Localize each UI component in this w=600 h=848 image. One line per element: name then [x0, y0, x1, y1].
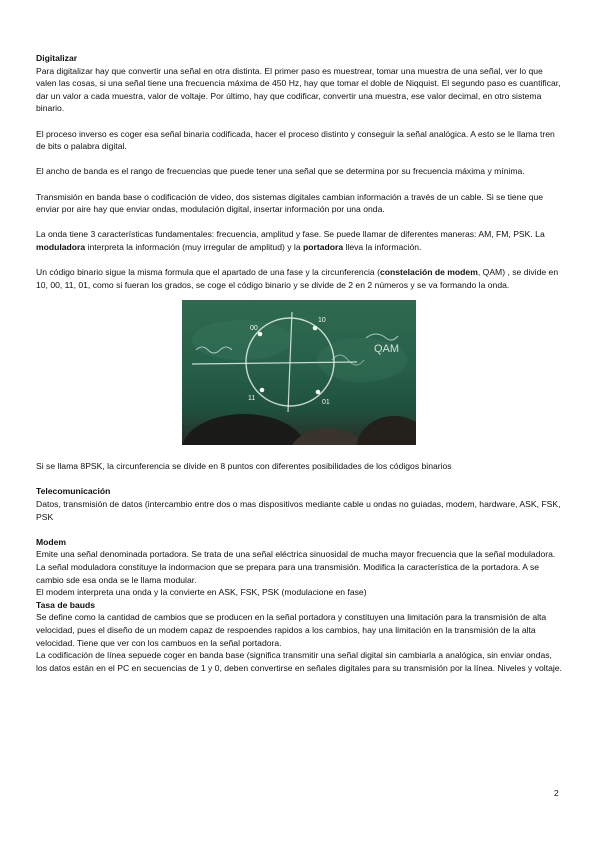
audience-head: [356, 416, 416, 445]
chalkboard-photo: [182, 300, 416, 445]
chalkboard-drawing: [182, 300, 416, 445]
heading-telecomunicacion: Telecomunicación: [36, 486, 111, 497]
paragraph: Para digitalizar hay que convertir una señal en otra distinta. El primer paso es muestrear, tomar una muestra de una señal, ver lo que valen las cosas, si una señal tiene una frecuencia máxima de 450 Hz, hay que tomar el doble de Niqquist. El segundo paso es cuantificar, dar un valor a cada muestra, valor de voltaje. Por último, hay que codificar, convertir una muestra, ese valor decimal, en otro sistema binario.: [36, 65, 561, 114]
vertical-axis: [288, 312, 292, 412]
chalk-label: QAM: [374, 343, 400, 356]
heading-digitalizar: Digitalizar: [36, 53, 78, 63]
bold-term-constelacion: constelación de modem: [379, 267, 478, 278]
chalk-label: 01: [322, 399, 330, 407]
page-number: 2: [554, 788, 559, 798]
constellation-point: [258, 332, 263, 337]
text-run: interpreta la información (muy irregular de amplitud) y la: [85, 241, 303, 252]
paragraph: El proceso inverso es coger esa señal binaria codificada, hacer el proceso distinto y conseguir la señal analógica. A esto se le llama tren de bits o palabra digital.: [36, 128, 555, 152]
chalk-label: 00: [250, 325, 258, 333]
text-run: lleva la información.: [343, 241, 422, 252]
paragraph: Emite una señal denominada portadora. Se trata de una señal eléctrica sinuosidal de mucha mayor frecuencia que la señal moduladora.: [36, 549, 556, 560]
chalk-label: 10: [318, 317, 326, 325]
paragraph: Transmisión en banda base o codificación de video, dos sistemas digitales cambian información a través de un cable. Si se tiene que enviar por aire hay que enviar ondas, modulación digital, insertar información por una onda.: [36, 191, 544, 215]
constellation-point: [260, 388, 265, 393]
bold-term-moduladora: moduladora: [36, 241, 86, 252]
paragraph: El modem interpreta una onda y la convierte en ASK, FSK, PSK (modulacione en fase): [36, 587, 367, 598]
paragraph: Datos, transmisión de datos (intercambio entre dos o mas dispositivos mediante cable u ondas no guiadas, modem, hardware, ASK, FSK, PSK: [36, 499, 561, 522]
constellation-point: [313, 326, 318, 331]
paragraph: Se define como la cantidad de cambios que se producen en la señal portadora y constituyen una limitación para la transmisión de alta velocidad, pues el diseño de un modem capaz de respoendes rapidos a los cambios, hay una limitación en la transmisión de la alta velocidad. Tiene que ver con los cambuos en la señal portadora.: [36, 612, 547, 648]
paragraph: La codificación de línea sepuede coger en banda base (significa transmitir una señal digital sin cambiarla a analógica, sin enviar ondas, los datos están en el PC en secuencias de 1 y 0, deben convertirse en señales digitales para su transmisión por la línea. Niveles y voltaje.: [36, 650, 562, 673]
text-run: Un código binario sigue la misma formula que el apartado de una fase y la circunferencia (: [36, 267, 380, 278]
heading-tasa-de-bauds: Tasa de bauds: [36, 599, 96, 610]
paragraph-codigo-binario: [36, 266, 564, 291]
heading-modem: Modem: [36, 536, 67, 547]
audience-head: [182, 414, 306, 445]
text-run: La onda tiene 3 características fundamentales: frecuencia, amplitud y fase. Se puede llamar de diferentes maneras: AM, FM, PSK. La: [36, 229, 545, 240]
text-run: , QAM) , se divide en 10, 00, 11, 01, como si fueran los grados, se coge el código binario y se divide de 2 en 2 números y se va formando la onda.: [36, 267, 559, 290]
paragraph-8psk: Si se llama 8PSK, la circunferencia se divide en 8 puntos con diferentes posibilidades de los códigos binarios: [36, 461, 452, 472]
paragraph: El ancho de banda es el rango de frecuencias que puede tener una señal que se determina por su frecuencia máxima y mínima.: [36, 166, 525, 177]
paragraph: La señal moduladora constituye la indormacion que se prepara para una transmisión. Modifica la característica de la portadora. A se cambio sde esa onda se le llama modular.: [36, 562, 540, 585]
paragraph-onda: [36, 228, 564, 253]
page-content: [36, 52, 564, 674]
bold-term-portadora: portadora: [303, 241, 344, 252]
chalk-label: 11: [248, 395, 256, 403]
constellation-point: [316, 390, 321, 395]
chalk-smudge: [192, 320, 292, 360]
